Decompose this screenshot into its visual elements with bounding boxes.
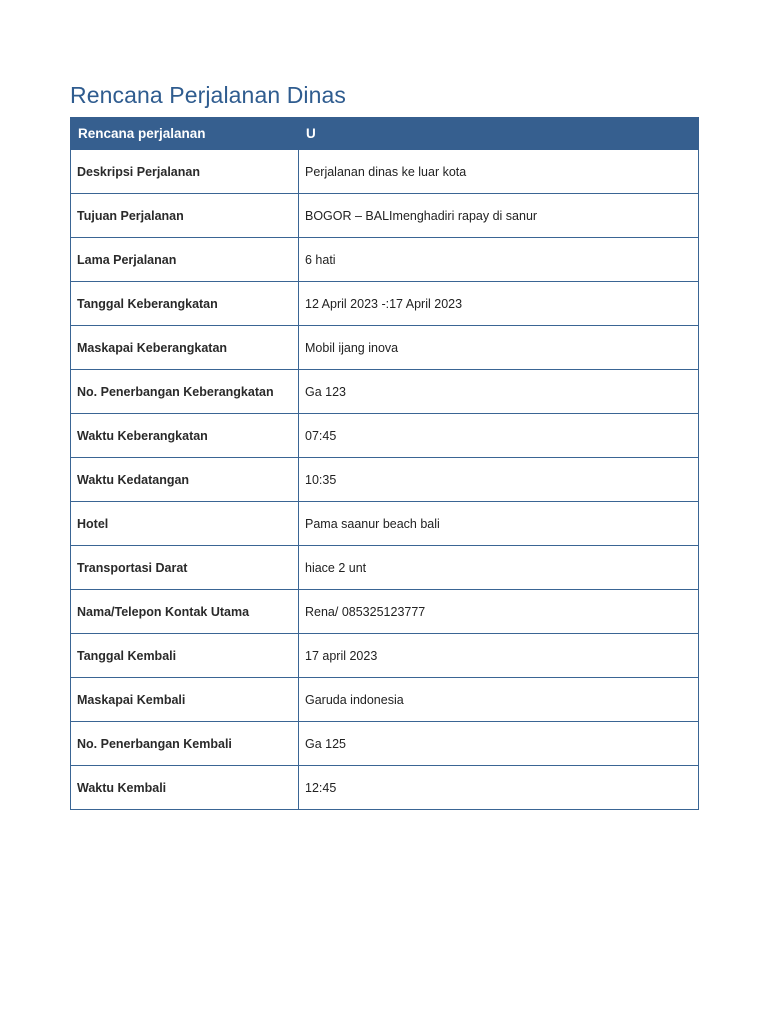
header-cell-label: Rencana perjalanan: [71, 118, 299, 150]
row-value: 17 april 2023: [299, 634, 699, 678]
row-label: Transportasi Darat: [71, 546, 299, 590]
row-label: Tanggal Keberangkatan: [71, 282, 299, 326]
row-label: Maskapai Kembali: [71, 678, 299, 722]
table-row: [71, 150, 699, 194]
row-label: Hotel: [71, 502, 299, 546]
row-label: Waktu Kembali: [71, 766, 299, 810]
row-value: Ga 125: [299, 722, 699, 766]
row-value: Mobil ijang inova: [299, 326, 699, 370]
row-value: Ga 123: [299, 370, 699, 414]
row-value: Garuda indonesia: [299, 678, 699, 722]
row-value: hiace 2 unt: [299, 546, 699, 590]
table-row: [71, 414, 699, 458]
row-value: Perjalanan dinas ke luar kota: [299, 150, 699, 194]
table-header-row: [71, 118, 699, 150]
table-row: [71, 546, 699, 590]
row-label: Nama/Telepon Kontak Utama: [71, 590, 299, 634]
row-label: Tujuan Perjalanan: [71, 194, 299, 238]
row-value: Rena/ 085325123777: [299, 590, 699, 634]
page-title: Rencana Perjalanan Dinas: [70, 82, 347, 108]
row-value: BOGOR – BALImenghadiri rapay di sanur: [299, 194, 699, 238]
row-label: Waktu Keberangkatan: [71, 414, 299, 458]
row-label: Deskripsi Perjalanan: [71, 150, 299, 194]
table-row: [71, 326, 699, 370]
table-row: [71, 590, 699, 634]
itinerary-table: [70, 117, 699, 810]
table-row: [71, 458, 699, 502]
row-label: Tanggal Kembali: [71, 634, 299, 678]
table-row: [71, 282, 699, 326]
row-value: 07:45: [299, 414, 699, 458]
table-row: [71, 502, 699, 546]
row-label: No. Penerbangan Keberangkatan: [71, 370, 299, 414]
table-row: [71, 678, 699, 722]
header-cell-value: U: [299, 118, 699, 150]
row-label: Lama Perjalanan: [71, 238, 299, 282]
row-value: Pama saanur beach bali: [299, 502, 699, 546]
table-row: [71, 766, 699, 810]
table-row: [71, 634, 699, 678]
row-label: Waktu Kedatangan: [71, 458, 299, 502]
table-row: [71, 370, 699, 414]
row-value: 6 hati: [299, 238, 699, 282]
row-label: Maskapai Keberangkatan: [71, 326, 299, 370]
row-value: 12 April 2023 -:17 April 2023: [299, 282, 699, 326]
table-row: [71, 722, 699, 766]
row-value: 10:35: [299, 458, 699, 502]
row-value: 12:45: [299, 766, 699, 810]
table-row: [71, 238, 699, 282]
table-row: [71, 194, 699, 238]
row-label: No. Penerbangan Kembali: [71, 722, 299, 766]
